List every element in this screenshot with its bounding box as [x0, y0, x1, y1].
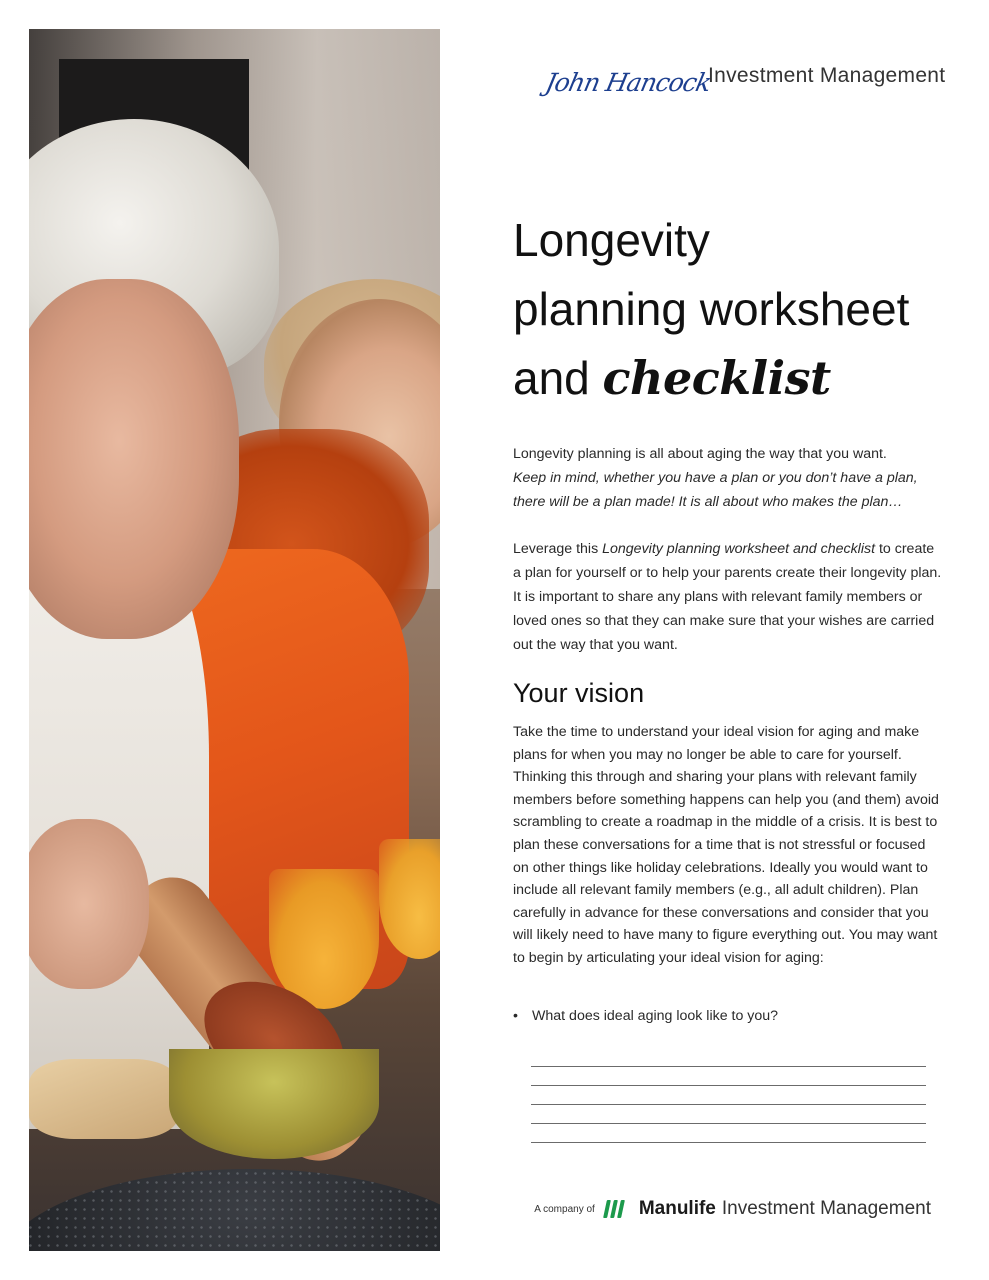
- company-of-label: A company of: [534, 1203, 595, 1215]
- question-bullet: [513, 1008, 778, 1024]
- bullet-icon: •: [513, 1008, 518, 1024]
- section-heading-vision: Your vision: [513, 678, 645, 708]
- cover-photo: [29, 29, 440, 1251]
- answer-line[interactable]: [531, 1067, 926, 1086]
- answer-line[interactable]: [531, 1105, 926, 1124]
- page-title: Longevity planning worksheet and checklist: [513, 214, 910, 405]
- manulife-mark-icon: [605, 1200, 623, 1218]
- answer-line[interactable]: [531, 1086, 926, 1105]
- title-emphasis: checklist: [602, 351, 831, 405]
- manulife-brand-subtitle: Investment Management: [721, 1198, 931, 1219]
- manulife-brand: Manulife: [638, 1198, 716, 1219]
- answer-lines[interactable]: [531, 1048, 926, 1143]
- answer-line[interactable]: [531, 1124, 926, 1143]
- logo-subtitle: Investment Management: [708, 64, 946, 87]
- question-text: What does ideal aging look like to you?: [532, 1008, 779, 1024]
- footer-brand: [534, 1198, 931, 1220]
- answer-line[interactable]: [531, 1048, 926, 1067]
- vision-paragraph: Take the time to understand your ideal vision for aging and make plans for when you may no longer be able to care for yourself. Thinking this through and sharing your plans with relevant family members before something happens can help you (and them) avoid scrambling to create a roadmap in the middle of a crisis. It is best to plan these conversations for a time that is not stressful or focused on other things like holiday celebrations. Ideally you would want to include all relevant family members (e.g., all adult children). Plan carefully in advance for these conversations and consider that you will likely need to have many to figure everything out. You may want to begin by articulating your ideal vision for aging:: [513, 724, 939, 966]
- john-hancock-logo: [542, 56, 714, 108]
- logo-script: John Hancock: [542, 67, 714, 97]
- intro-paragraph-1: Longevity planning is all about aging the way that you want. Keep in mind, whether you have a plan or you don’t have a plan, there will be a plan made! It is all about who makes the plan…: [513, 446, 918, 510]
- intro-paragraph-2: Leverage this Longevity planning worksheet and checklist to create a plan for yourself or to help your parents create their longevity plan. It is important to share any plans with relevant family members or loved ones so that they can make sure that your wishes are carried out the way that you want.: [513, 541, 942, 653]
